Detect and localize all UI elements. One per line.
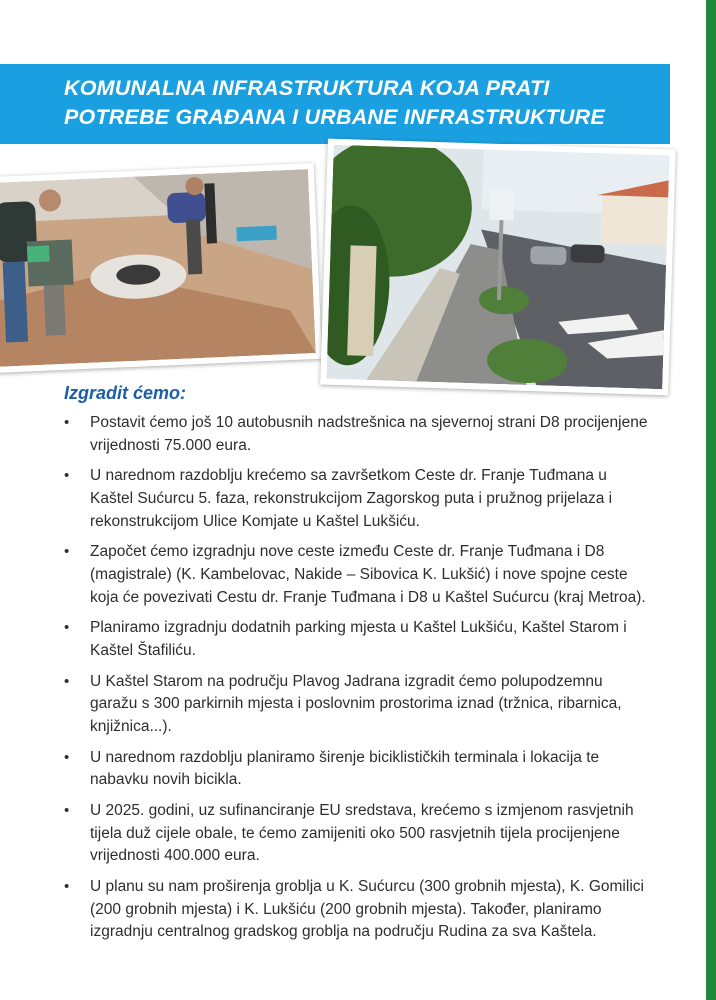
list-item-text: Postavit ćemo još 10 autobusnih nadstrešnica na sjevernoj strani D8 procijenjene vrijednosti 75.000 eura. — [90, 414, 648, 454]
side-stripe — [704, 0, 716, 1000]
bullet: • — [64, 414, 70, 431]
list-item-text: U 2025. godini, uz sufinanciranje EU sredstava, krećemo s izmjenom rasvjetnih tijela duž cijele obale, te ćemo zamijeniti oko 500 rasvjetnih tijela procijenjene vrijednosti 400.000 eura. — [90, 802, 634, 865]
bullet: • — [64, 619, 70, 637]
title-line-2: POTREBE GRAĐANA I URBANE INFRASTRUKTURE — [64, 105, 605, 129]
list-item-text: U Kaštel Starom na području Plavog Jadrana izgradit ćemo polupodzemnu garažu s 300 parkirnih mjesta i poslovnim prostorima iznad (tržnica, ribarnica, knjižnica...). — [90, 672, 622, 735]
section-heading: Izgradit ćemo: — [64, 383, 187, 403]
list-item — [64, 747, 654, 792]
list-item — [64, 800, 654, 868]
list-item — [64, 541, 654, 609]
list-item — [64, 412, 654, 457]
bullet: • — [64, 467, 70, 485]
bullet: • — [64, 672, 70, 690]
bullet: • — [64, 748, 70, 766]
list-item — [64, 465, 654, 533]
title-line-1: KOMUNALNA INFRASTRUKTURA KOJA PRATI — [64, 76, 550, 100]
list-item-text: U planu su nam proširenja groblja u K. Sućurcu (300 grobnih mjesta), K. Gomilici (200 grobnih mjesta) i K. Lukšiću (200 grobnih mjesta). Također, planiramo izgradnju centralnog gradskog groblja na području Rudina za sva Kaštela. — [90, 878, 644, 941]
title-banner — [0, 64, 670, 144]
list-item-text: U narednom razdoblju krećemo sa završetkom Ceste dr. Franje Tuđmana u Kaštel Sućurcu 5. faza, rekonstrukcijom Zagorskog puta i pružnog prijelaza i rekonstrukcijom Ulice Komjate u Kaštel Lukšiću. — [90, 467, 613, 530]
bullet: • — [64, 878, 70, 895]
list-item-text: U narednom razdoblju planiramo širenje biciklističkih terminala i lokacija te nabavku novih bicikla. — [90, 748, 600, 789]
street-sidewalk-photo — [320, 139, 676, 396]
list-item — [64, 671, 654, 739]
list-item — [64, 876, 654, 944]
list-item-text: Započet ćemo izgradnju nove ceste između Ceste dr. Franje Tuđmana i D8 (magistrale) (K. Kambelovac, Nakide – Sibovica K. Lukšić) i nove spojne ceste koja će povezivati Cestu dr. Franje Tuđmana i D8 u Kaštel Sućurcu (kraj Metroa). — [90, 543, 646, 606]
bullet: • — [64, 802, 70, 820]
list-item-text: Planiramo izgradnju dodatnih parking mjesta u Kaštel Lukšiću, Kaštel Starom i Kaštel Štafiliću. — [90, 619, 627, 659]
construction-workers-photo — [0, 163, 322, 373]
plan-list — [64, 412, 654, 952]
bullet: • — [64, 543, 70, 561]
page-title — [64, 74, 664, 132]
list-item — [64, 617, 654, 662]
